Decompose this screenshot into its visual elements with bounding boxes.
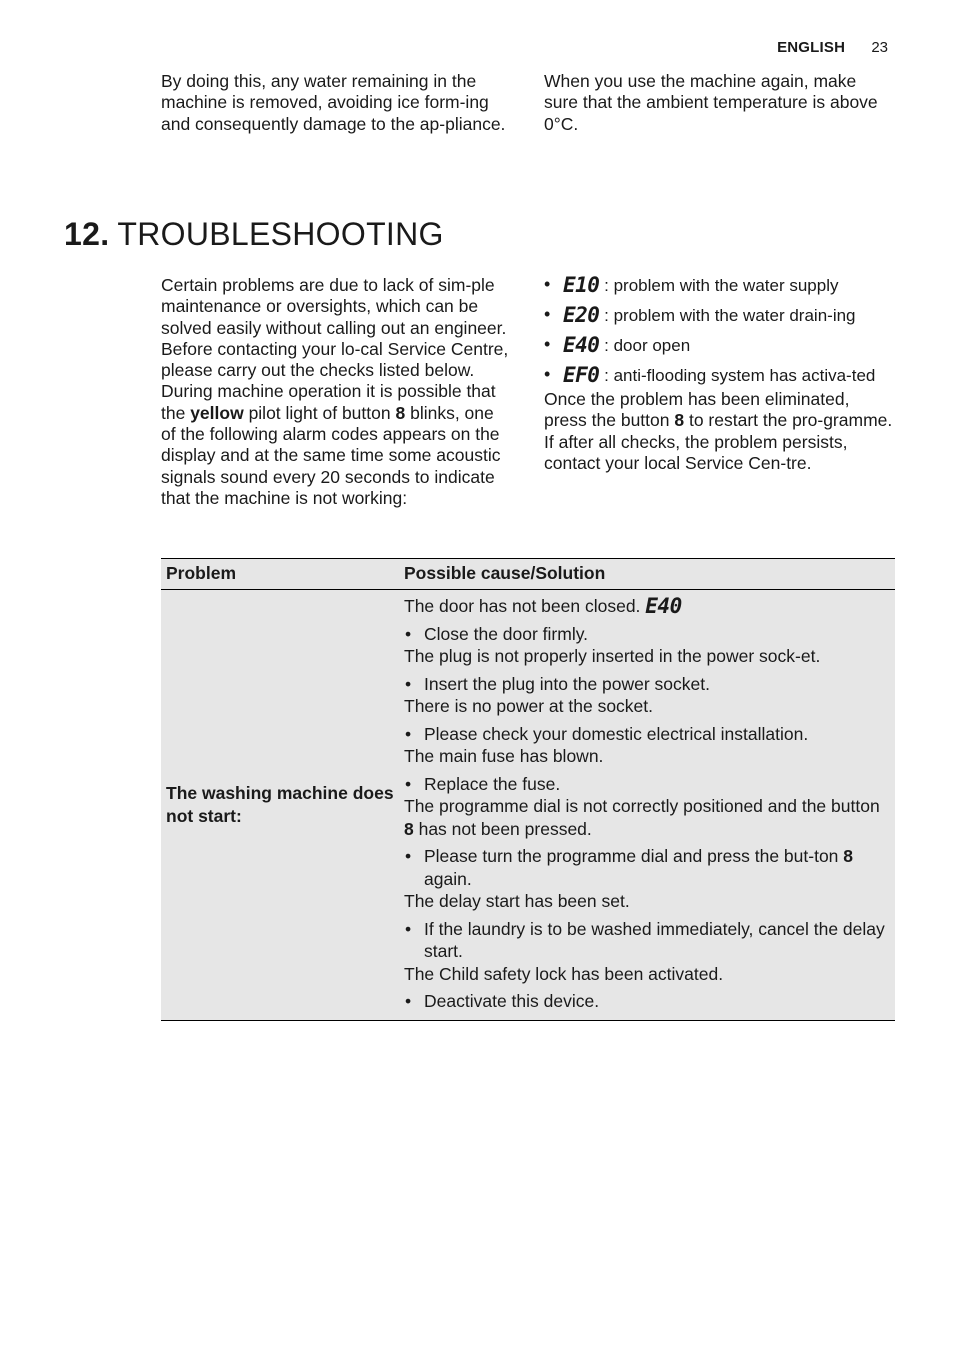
bullet-icon: • bbox=[544, 334, 551, 354]
solution-bullet: • Insert the plug into the power socket. bbox=[404, 673, 890, 696]
table-header-row bbox=[161, 559, 895, 590]
solution-bullet: • If the laundry is to be washed immediately, cancel the delay start. bbox=[404, 918, 890, 963]
text-run: Once the problem has been eliminated, press the button bbox=[544, 389, 850, 431]
solution-bullet: • Replace the fuse. bbox=[404, 773, 890, 796]
alarm-description-paragraph bbox=[161, 381, 511, 509]
header-solution: Possible cause/Solution bbox=[399, 559, 895, 590]
alarm-code-item bbox=[544, 275, 896, 296]
text-run: again. bbox=[424, 868, 472, 889]
yellow-emphasis: yellow bbox=[190, 402, 244, 423]
alarm-code-item bbox=[544, 305, 896, 326]
alarm-code: E20 bbox=[563, 303, 600, 327]
section-heading bbox=[64, 216, 444, 253]
bullet-icon: • bbox=[544, 364, 551, 384]
cause-text: The main fuse has blown. bbox=[404, 746, 604, 766]
text-run: blinks, one of the following alarm codes appears on the display and at the same time some acoustic signals sound every 20 seconds to indicate that the machine is not working: bbox=[161, 402, 501, 508]
troubleshooting-right-column bbox=[544, 275, 896, 474]
solution-bullet: • Close the door firmly. bbox=[404, 623, 890, 646]
solution-bullet bbox=[404, 845, 890, 890]
page-header bbox=[777, 39, 888, 56]
bullet-icon: • bbox=[544, 274, 551, 294]
alarm-code-description: : door open bbox=[599, 336, 691, 355]
intro-left-paragraph: By doing this, any water remaining in the machine is removed, avoiding ice form-ing and consequently damage to the ap-pliance. bbox=[161, 71, 506, 134]
troubleshooting-left-column bbox=[161, 275, 511, 509]
alarm-code-description: : problem with the water supply bbox=[599, 276, 839, 295]
button-number: 8 bbox=[395, 402, 406, 423]
section-title: TROUBLESHOOTING bbox=[117, 216, 444, 252]
cause-text: The delay start has been set. bbox=[404, 891, 630, 911]
troubleshooting-table bbox=[161, 558, 895, 1021]
intro-right-paragraph: When you use the machine again, make sure that the ambient temperature is above 0°C. bbox=[544, 71, 878, 134]
table-row bbox=[161, 590, 895, 1021]
text-run: The programme dial is not correctly positioned and the button bbox=[404, 796, 880, 816]
alarm-code-description: : anti-flooding system has activa-ted bbox=[599, 366, 876, 385]
language-label: ENGLISH bbox=[777, 39, 846, 56]
alarm-code-list bbox=[544, 275, 896, 386]
solution-bullet: • Please check your domestic electrical installation. bbox=[404, 723, 890, 746]
text-run: has not been pressed. bbox=[413, 818, 592, 839]
text-run: Please turn the programme dial and press the but-ton bbox=[424, 846, 844, 866]
troubleshooting-intro-paragraph: Certain problems are due to lack of sim-ple maintenance or oversights, which can be solved easily without calling out an engineer. Before contacting your lo-cal Service Centre, please carry out the checks listed below. bbox=[161, 275, 509, 381]
cause-text: There is no power at the socket. bbox=[404, 696, 654, 716]
text-run: The door has not been closed. bbox=[404, 596, 646, 616]
cause-text: The plug is not properly inserted in the power sock-et. bbox=[404, 646, 821, 666]
button-number: 8 bbox=[674, 410, 685, 431]
page-number: 23 bbox=[871, 39, 888, 56]
cause-text bbox=[404, 595, 890, 618]
alarm-code: E10 bbox=[563, 273, 600, 297]
text-run: pilot light of button bbox=[243, 402, 396, 423]
after-fix-paragraph bbox=[544, 389, 896, 474]
text-run: During machine operation it is possible that the bbox=[161, 381, 496, 423]
alarm-code-item bbox=[544, 335, 896, 356]
alarm-code: EF0 bbox=[563, 363, 600, 387]
alarm-code-item bbox=[544, 365, 896, 386]
bullet-icon: • bbox=[544, 304, 551, 324]
header-problem: Problem bbox=[161, 559, 399, 590]
solution-cell bbox=[399, 590, 895, 1021]
text-run: to restart the pro-gramme. If after all checks, the problem persists, contact your local Service Cen-tre. bbox=[544, 410, 893, 473]
problem-cell: The washing machine does not start: bbox=[161, 590, 399, 1021]
solution-bullet: • Deactivate this device. bbox=[404, 990, 890, 1013]
button-number: 8 bbox=[843, 846, 853, 866]
section-number: 12. bbox=[64, 216, 110, 252]
cause-text bbox=[404, 795, 890, 840]
alarm-code-description: : problem with the water drain-ing bbox=[599, 306, 856, 325]
alarm-code: E40 bbox=[563, 333, 600, 357]
cause-text: The Child safety lock has been activated. bbox=[404, 963, 724, 984]
button-number: 8 bbox=[404, 818, 414, 839]
alarm-code: E40 bbox=[645, 594, 682, 618]
